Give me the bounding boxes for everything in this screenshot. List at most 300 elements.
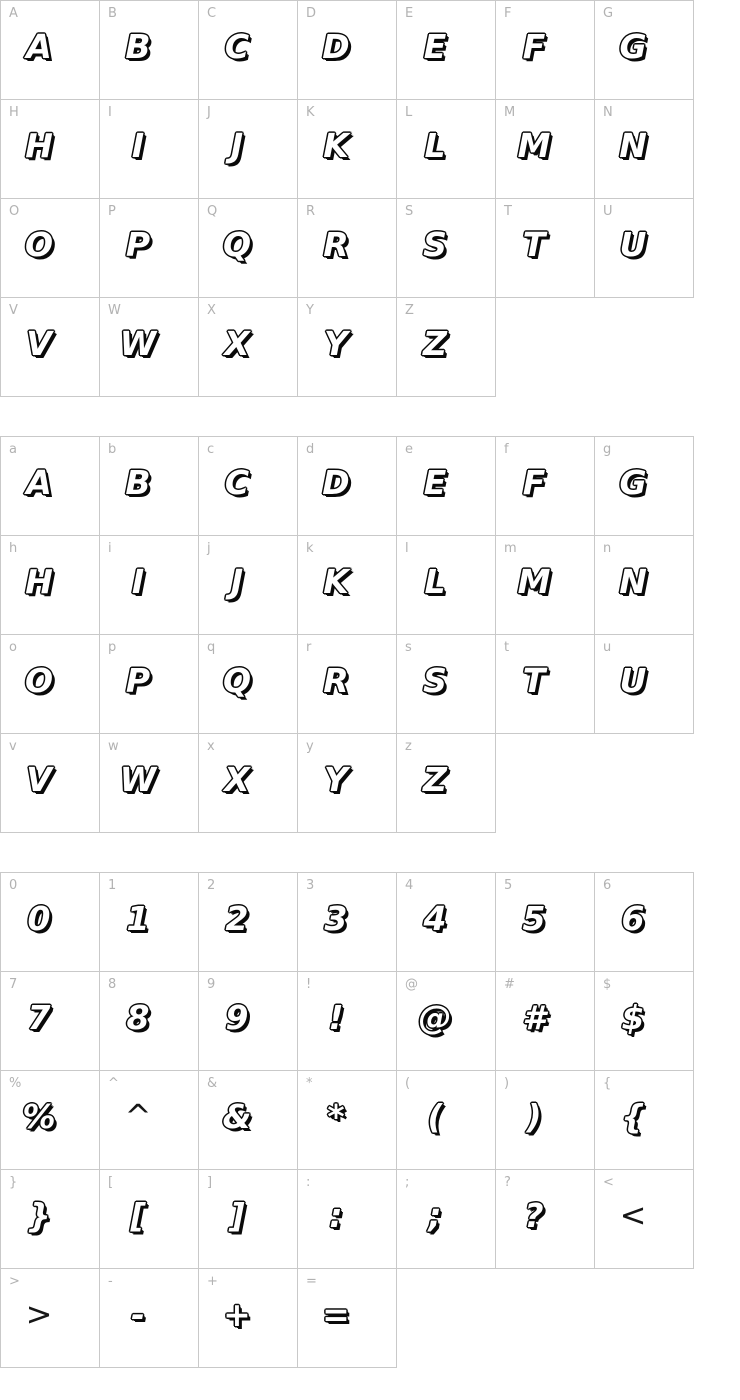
glyph: E	[423, 462, 447, 502]
glyph-label: L	[405, 105, 413, 120]
glyph-cell	[297, 1070, 397, 1170]
glyph-label: P	[108, 204, 116, 219]
glyph-cell	[297, 198, 397, 298]
glyph: B	[125, 462, 151, 502]
glyph-cell	[99, 971, 199, 1071]
glyph-cell	[396, 99, 496, 199]
glyph-label: %	[9, 1076, 22, 1091]
glyph-area	[1, 437, 99, 535]
glyph-cell	[396, 436, 496, 536]
glyph-area	[199, 1, 297, 99]
glyph-cell	[297, 297, 397, 397]
glyph-label: n	[603, 541, 612, 556]
glyph-cell	[297, 0, 397, 100]
glyph-label: T	[504, 204, 512, 219]
glyph-cell	[99, 0, 199, 100]
glyph-cell	[396, 0, 496, 100]
glyph-cell	[396, 733, 496, 833]
glyph-label: X	[207, 303, 216, 318]
glyph-area	[199, 873, 297, 971]
glyph: >	[25, 1295, 53, 1333]
glyph-label: D	[306, 6, 317, 21]
glyph: ^	[124, 1097, 152, 1135]
charmap-row	[0, 634, 740, 733]
glyph-label: J	[207, 105, 211, 120]
glyph-label: I	[108, 105, 112, 120]
glyph-label: M	[504, 105, 516, 120]
glyph-label: !	[306, 977, 312, 992]
glyph-cell	[297, 733, 397, 833]
glyph: K	[323, 125, 349, 165]
glyph-label: f	[504, 442, 509, 457]
glyph-area	[199, 536, 297, 634]
glyph-area	[298, 100, 396, 198]
glyph-cell	[495, 971, 595, 1071]
glyph-area	[100, 635, 198, 733]
glyph-area	[1, 100, 99, 198]
glyph-label: 6	[603, 878, 612, 893]
glyph: Q	[222, 224, 252, 264]
glyph-area	[298, 1, 396, 99]
glyph: G	[619, 462, 647, 502]
uppercase-charmap	[0, 0, 740, 396]
glyph-cell	[99, 99, 199, 199]
glyph: L	[424, 561, 446, 601]
glyph-label: K	[306, 105, 315, 120]
glyph-label: k	[306, 541, 314, 556]
glyph-area	[496, 1, 594, 99]
glyph-cell	[396, 1169, 496, 1269]
glyph-label: $	[603, 977, 612, 992]
glyph-cell	[396, 872, 496, 972]
lowercase-charmap	[0, 436, 740, 832]
glyph-area	[496, 873, 594, 971]
glyph-area	[298, 199, 396, 297]
glyph: M	[517, 125, 551, 165]
glyph-area	[397, 873, 495, 971]
glyph-cell	[297, 1268, 397, 1368]
glyph: P	[125, 660, 151, 700]
glyph-label: g	[603, 442, 612, 457]
glyph-label: q	[207, 640, 216, 655]
glyph: +	[223, 1294, 251, 1334]
glyph-label: C	[207, 6, 217, 21]
glyph: Z	[423, 323, 447, 363]
glyph-area	[298, 635, 396, 733]
glyph: X	[224, 759, 250, 799]
glyph: $	[621, 997, 645, 1037]
glyph-label: [	[108, 1175, 114, 1190]
charmap-row	[0, 1070, 740, 1169]
glyph-cell	[198, 733, 298, 833]
glyph: %	[22, 1096, 56, 1136]
glyph-label: u	[603, 640, 612, 655]
glyph: D	[322, 26, 350, 66]
glyph: G	[619, 26, 647, 66]
glyph-cell	[99, 535, 199, 635]
glyph-label: <	[603, 1175, 614, 1190]
glyph-area	[397, 1170, 495, 1268]
glyph-label: +	[207, 1274, 218, 1289]
glyph-label: )	[504, 1076, 510, 1091]
glyph-area	[100, 1269, 198, 1367]
glyph: ]	[229, 1195, 245, 1235]
glyph: ;	[428, 1195, 442, 1235]
glyph-cell	[0, 297, 100, 397]
glyph-cell	[0, 1070, 100, 1170]
glyph-area	[100, 972, 198, 1070]
charmap-row	[0, 872, 740, 971]
glyph-cell	[594, 872, 694, 972]
glyph-label: -	[108, 1274, 113, 1289]
glyph-area	[496, 1170, 594, 1268]
glyph-label: t	[504, 640, 510, 655]
glyph-cell	[396, 1070, 496, 1170]
glyph: 7	[27, 997, 51, 1037]
glyph: !	[328, 997, 344, 1037]
glyph-cell	[198, 1070, 298, 1170]
glyph: @	[418, 997, 452, 1037]
glyph-cell	[198, 971, 298, 1071]
glyph-label: *	[306, 1076, 313, 1091]
glyph: V	[26, 323, 52, 363]
glyph-label: B	[108, 6, 117, 21]
glyph-cell	[0, 99, 100, 199]
glyph-cell	[99, 1070, 199, 1170]
glyph-cell	[198, 1268, 298, 1368]
charmap-row	[0, 1268, 740, 1367]
glyph: A	[26, 26, 52, 66]
glyph: P	[125, 224, 151, 264]
glyph-area	[397, 635, 495, 733]
glyph-label: 2	[207, 878, 216, 893]
glyph: I	[131, 125, 145, 165]
glyph-cell	[99, 634, 199, 734]
glyph-cell	[396, 297, 496, 397]
glyph-area	[1, 972, 99, 1070]
glyph-area	[100, 1170, 198, 1268]
glyph-cell	[198, 1169, 298, 1269]
glyph-cell	[0, 1268, 100, 1368]
glyph: =	[322, 1294, 350, 1334]
glyph-label: a	[9, 442, 17, 457]
glyph-label: s	[405, 640, 412, 655]
glyph-area	[199, 100, 297, 198]
glyph: 4	[423, 898, 447, 938]
glyph-cell	[495, 436, 595, 536]
glyph-area	[100, 100, 198, 198]
glyph-area	[100, 1, 198, 99]
glyph-area	[595, 536, 693, 634]
glyph-cell	[495, 1169, 595, 1269]
glyph-cell	[0, 198, 100, 298]
glyph-label: >	[9, 1274, 20, 1289]
glyph-area	[1, 1071, 99, 1169]
charmap-row	[0, 436, 740, 535]
glyph-cell	[297, 436, 397, 536]
glyph-cell	[297, 535, 397, 635]
glyph-cell	[396, 634, 496, 734]
glyph: S	[423, 224, 447, 264]
glyph-label: G	[603, 6, 614, 21]
glyph-label: {	[603, 1076, 612, 1091]
glyph: C	[224, 26, 250, 66]
glyph-label: #	[504, 977, 515, 992]
glyph-label: r	[306, 640, 312, 655]
glyph: C	[224, 462, 250, 502]
glyph-area	[298, 536, 396, 634]
glyph-cell	[495, 535, 595, 635]
glyph-cell	[495, 0, 595, 100]
glyph-area	[595, 437, 693, 535]
glyph-area	[1, 536, 99, 634]
glyph: I	[131, 561, 145, 601]
glyph: U	[619, 224, 647, 264]
glyph-area	[199, 298, 297, 396]
glyph-area	[397, 437, 495, 535]
glyph-area	[100, 199, 198, 297]
glyph-cell	[594, 0, 694, 100]
glyph-cell	[0, 1169, 100, 1269]
glyph-label: N	[603, 105, 613, 120]
glyph: 6	[621, 898, 645, 938]
glyph-area	[397, 536, 495, 634]
glyph-area	[496, 972, 594, 1070]
glyph-cell	[594, 634, 694, 734]
glyph: J	[230, 561, 244, 601]
glyph-area	[496, 536, 594, 634]
glyph: #	[522, 997, 546, 1037]
glyph-label: :	[306, 1175, 311, 1190]
glyph: )	[526, 1096, 542, 1136]
glyph: 1	[126, 898, 150, 938]
glyph-label: A	[9, 6, 18, 21]
glyph-area	[595, 1071, 693, 1169]
glyph: 5	[522, 898, 546, 938]
glyph-cell	[0, 0, 100, 100]
glyph-label: 9	[207, 977, 216, 992]
glyph-cell	[198, 297, 298, 397]
glyph-cell	[495, 1070, 595, 1170]
glyph-label: &	[207, 1076, 218, 1091]
glyph-label: }	[9, 1175, 18, 1190]
glyph-cell	[0, 634, 100, 734]
glyph-cell	[495, 872, 595, 972]
glyph: V	[26, 759, 52, 799]
glyph: R	[323, 660, 349, 700]
glyph-area	[199, 1071, 297, 1169]
glyph-area	[100, 298, 198, 396]
glyph-area	[100, 536, 198, 634]
glyph-label: x	[207, 739, 215, 754]
glyph-label: ?	[504, 1175, 511, 1190]
glyph-label: 5	[504, 878, 513, 893]
glyph-area	[397, 734, 495, 832]
glyph-label: Q	[207, 204, 218, 219]
glyph-cell	[99, 297, 199, 397]
glyph-area	[298, 734, 396, 832]
glyph-cell	[594, 535, 694, 635]
glyph: *	[327, 1096, 345, 1136]
glyph: W	[119, 323, 157, 363]
glyph-cell	[0, 535, 100, 635]
glyph-area	[100, 437, 198, 535]
glyph: F	[522, 462, 546, 502]
charmap-row	[0, 99, 740, 198]
glyph-cell	[99, 1268, 199, 1368]
glyph-area	[1, 873, 99, 971]
glyph-label: z	[405, 739, 412, 754]
glyph-label: 3	[306, 878, 315, 893]
glyph-area	[1, 635, 99, 733]
glyph-area	[397, 199, 495, 297]
glyph: E	[423, 26, 447, 66]
glyph-area	[1, 199, 99, 297]
glyph-cell	[198, 99, 298, 199]
glyph-cell	[594, 1169, 694, 1269]
glyph: Y	[324, 759, 348, 799]
glyph-area	[595, 1170, 693, 1268]
glyph: X	[224, 323, 250, 363]
glyph-area	[298, 972, 396, 1070]
glyph-cell	[99, 436, 199, 536]
glyph-cell	[594, 971, 694, 1071]
glyph-label: F	[504, 6, 512, 21]
glyph-cell	[297, 872, 397, 972]
glyph: 9	[225, 997, 249, 1037]
glyph-area	[595, 873, 693, 971]
glyph: A	[26, 462, 52, 502]
glyph: H	[25, 125, 53, 165]
glyph: R	[323, 224, 349, 264]
glyph-label: ;	[405, 1175, 410, 1190]
glyph-cell	[198, 436, 298, 536]
glyph: J	[230, 125, 244, 165]
glyph: [	[130, 1195, 146, 1235]
glyph-cell	[99, 733, 199, 833]
glyph-area	[496, 635, 594, 733]
glyph-cell	[297, 99, 397, 199]
charmap-row	[0, 971, 740, 1070]
glyph-cell	[0, 436, 100, 536]
glyph: N	[619, 561, 647, 601]
glyph: S	[423, 660, 447, 700]
glyph-cell	[99, 872, 199, 972]
glyph-label: 4	[405, 878, 414, 893]
glyph-area	[199, 437, 297, 535]
glyph-label: S	[405, 204, 414, 219]
glyph-cell	[0, 872, 100, 972]
glyph-cell	[99, 1169, 199, 1269]
glyph-cell	[594, 1070, 694, 1170]
glyph-label: E	[405, 6, 414, 21]
glyph-area	[298, 1071, 396, 1169]
glyph-area	[397, 1, 495, 99]
glyph: H	[25, 561, 53, 601]
glyph-label: Z	[405, 303, 414, 318]
glyph-label: @	[405, 977, 418, 992]
charmap-row	[0, 1169, 740, 1268]
glyph: Z	[423, 759, 447, 799]
glyph-cell	[297, 634, 397, 734]
charmap-row	[0, 297, 740, 396]
glyph: L	[424, 125, 446, 165]
glyph: 2	[225, 898, 249, 938]
glyph-cell	[495, 198, 595, 298]
glyph: ?	[524, 1195, 544, 1235]
glyph-cell	[198, 535, 298, 635]
glyph: &	[222, 1096, 252, 1136]
glyph-area	[595, 635, 693, 733]
glyph-area	[199, 199, 297, 297]
charmap-row	[0, 733, 740, 832]
glyph-area	[496, 437, 594, 535]
glyph: <	[619, 1196, 647, 1234]
glyph-area	[199, 1170, 297, 1268]
glyph-label: W	[108, 303, 121, 318]
glyph-label: b	[108, 442, 117, 457]
glyph: K	[323, 561, 349, 601]
glyph-area	[298, 298, 396, 396]
glyph-area	[298, 437, 396, 535]
glyph-label: (	[405, 1076, 411, 1091]
glyph-cell	[396, 198, 496, 298]
glyph-area	[1, 1, 99, 99]
glyph: O	[24, 660, 54, 700]
glyph: U	[619, 660, 647, 700]
glyph-cell	[99, 198, 199, 298]
glyph-label: ]	[207, 1175, 213, 1190]
glyph-label: R	[306, 204, 316, 219]
charmap-row	[0, 0, 740, 99]
glyph-cell	[198, 872, 298, 972]
glyph-label: e	[405, 442, 413, 457]
glyph: T	[522, 224, 546, 264]
glyph: 3	[324, 898, 348, 938]
glyph-label: 8	[108, 977, 117, 992]
glyph-area	[100, 873, 198, 971]
glyph-cell	[396, 535, 496, 635]
glyph-label: ^	[108, 1076, 119, 1091]
glyph-label: w	[108, 739, 119, 754]
glyph-area	[496, 199, 594, 297]
glyph-area	[595, 100, 693, 198]
glyph-area	[397, 298, 495, 396]
glyph: N	[619, 125, 647, 165]
glyph-label: =	[306, 1274, 317, 1289]
glyph-cell	[594, 99, 694, 199]
glyph-label: O	[9, 204, 20, 219]
glyph-area	[199, 972, 297, 1070]
glyph: :	[329, 1195, 343, 1235]
glyph-label: j	[207, 541, 211, 556]
glyph-cell	[495, 634, 595, 734]
glyph-label: d	[306, 442, 315, 457]
glyph: }	[27, 1195, 51, 1235]
glyph: (	[427, 1096, 443, 1136]
glyph: F	[522, 26, 546, 66]
glyph-area	[1, 1269, 99, 1367]
glyph-label: 1	[108, 878, 117, 893]
glyph: {	[621, 1096, 645, 1136]
glyph-area	[496, 1071, 594, 1169]
glyph-label: o	[9, 640, 17, 655]
glyph-label: 7	[9, 977, 18, 992]
glyph-area	[397, 972, 495, 1070]
charmap-row	[0, 198, 740, 297]
glyph-area	[298, 1170, 396, 1268]
glyph-label: Y	[306, 303, 314, 318]
